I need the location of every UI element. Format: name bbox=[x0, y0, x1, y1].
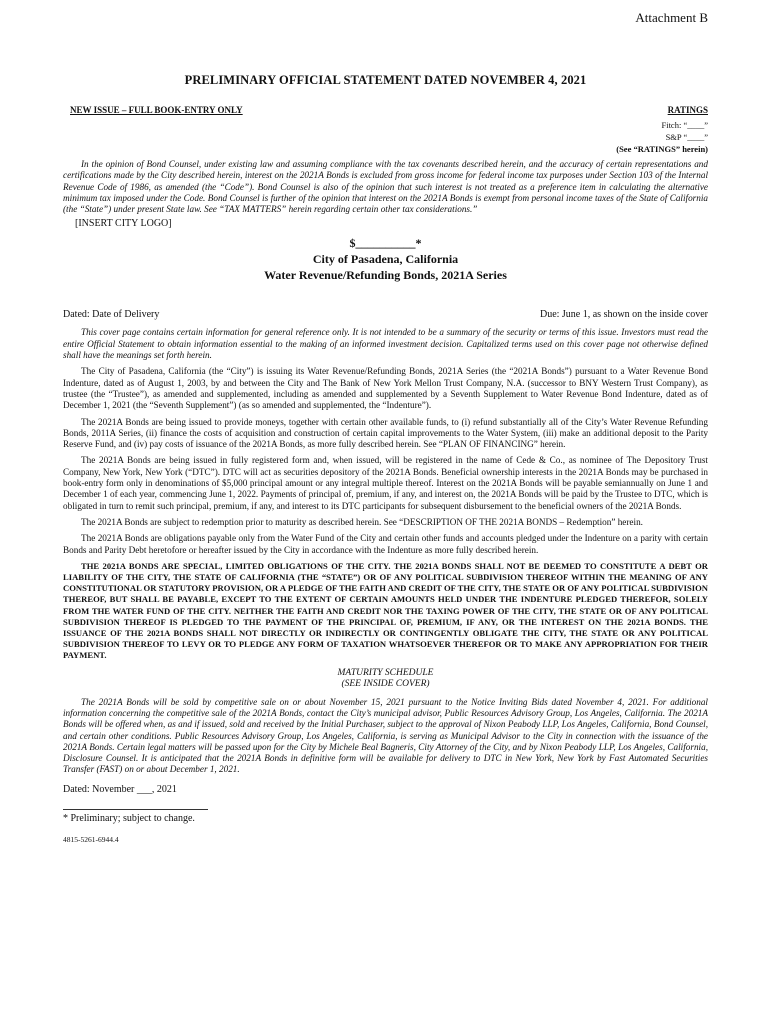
document-number: 4815-5261-6944.4 bbox=[63, 834, 119, 844]
maturity-schedule bbox=[63, 668, 708, 690]
paragraph-issuance: The City of Pasadena, California (the “City”) is issuing its Water Revenue/Refunding Bonds, 2021A Series (the “2021A Bonds”) pursuant to a Water Revenue Bond Indenture, dated as of August 1, 2003, by and between the City and The Bank of New York Mellon Trust Company, N.A. (successor to BNY Western Trust Company), as trustee (the “Trustee”), as amended and supplemented, including as amended and supplemented by a Seventh Supplement to Water Revenue Bond Indenture, dated as of December 1, 2021 (the “Seventh Supplement”) (as so amended and supplemented, the “Indenture”). bbox=[63, 366, 708, 411]
bond-series: Water Revenue/Refunding Bonds, 2021A Series bbox=[264, 268, 507, 283]
city-logo-placeholder: [INSERT CITY LOGO] bbox=[75, 218, 172, 230]
dated-november: Dated: November ___, 2021 bbox=[63, 783, 177, 795]
issue-row bbox=[63, 105, 708, 119]
bond-heading bbox=[63, 235, 708, 283]
sale-paragraph: The 2021A Bonds will be sold by competitive sale on or about November 15, 2021 pursuant to the Notice Inviting Bids dated November 4, 2021. For additional information concerning the competitive sale of the 2021A Bonds, contact the City’s municipal advisor, Public Resources Advisory Group, Los Angeles, California. The 2021A Bonds will be offered when, as and if issued, sold and received by the Initial Purchaser, subject to the approval of Nixon Peabody LLP, Los Angeles, California, Bond Counsel, and certain other conditions. Public Resources Advisory Group, Los Angeles, California, is serving as Municipal Advisor to the City in connection with the issuance of the 2021A Bonds. Certain legal matters will be passed upon for the City by Michele Beal Bagneris, City Attorney of the City, and by Nixon Peabody LLP, Los Angeles, California, Disclosure Counsel. It is anticipated that the 2021A Bonds in definitive form will be available for delivery to DTC in New York, New York by Fast Automated Securities Transfer (FAST) on or about December 1, 2021. bbox=[63, 696, 708, 775]
bond-amount: $__________* bbox=[349, 236, 422, 251]
cover-note: This cover page contains certain information for general reference only. It is not intended to be a summary of the security or terms of this issue. Investors must read the entire Official Statement to obtain information essential to the making of an informed investment decision. Capitalized terms used on this cover page not otherwise defined shall have the meanings set forth herein. bbox=[63, 327, 708, 361]
dated-due-row bbox=[63, 309, 708, 323]
maturity-schedule-note: (SEE INSIDE COVER) bbox=[341, 678, 430, 689]
due-text: Due: June 1, as shown on the inside cover bbox=[539, 309, 708, 321]
footnote-divider bbox=[63, 809, 208, 810]
paragraph-purpose: The 2021A Bonds are being issued to provide moneys, together with certain other available funds, to (i) refund substantially all of the City’s Water Revenue Refunding Bonds, 2011A Series, (ii) finance the costs of acquisition and construction of certain capital improvements to the Water System, (iii) make an additional deposit to the Parity Reserve Fund, and (iv) pay costs of issuance of the 2021A Bonds, as more fully described herein. See “PLAN OF FINANCING” herein. bbox=[63, 416, 708, 450]
bond-counsel-opinion: In the opinion of Bond Counsel, under existing law and assuming compliance with the tax covenants described herein, and the accuracy of certain representations and certifications made by the City described herein, interest on the 2021A Bonds is excluded from gross income for federal income tax purposes under Section 103 of the Internal Revenue Code of 1986, as amended (the “Code”). Bond Counsel is also of the opinion that such interest is not treated as a preference item in calculating the alternative minimum tax imposed under the Code. Bond Counsel is further of the opinion that interest on the 2021A Bonds is exempt from personal income taxes of the State of California (the “State”) under present State law. See “TAX MATTERS” herein regarding certain other tax considerations.” bbox=[63, 159, 708, 215]
dated-text: Dated: Date of Delivery bbox=[63, 309, 160, 321]
paragraph-book-entry: The 2021A Bonds are being issued in fully registered form and, when issued, will be registered in the name of Cede & Co., as nominee of The Depository Trust Company, New York, New York (“DTC”). DTC will act as securities depository of the 2021A Bonds. Beneficial ownership interests in the 2021A Bonds may be purchased in book-entry form only in denominations of $5,000 principal amount or any integral multiple thereof. Interest on the 2021A Bonds will be payable semiannually on June 1 and December 1 of each year, commencing June 1, 2022. Payments of principal of, premium, if any, and interest on, the 2021A Bonds will be paid by the Trustee to DTC, which is obligated in turn to remit such principal, premium, if any, and interest to its DTC participants for subsequent disbursement to the beneficial owners of the 2021A Bonds. bbox=[63, 455, 708, 511]
paragraph-security: The 2021A Bonds are obligations payable only from the Water Fund of the City and certain other funds and accounts pledged under the Indenture on a parity with certain Bonds and Parity Debt heretofore or hereafter issued by the City in accordance with the Indenture as more fully described herein. bbox=[63, 533, 708, 555]
ratings-label: RATINGS bbox=[667, 105, 708, 115]
paragraph-redemption: The 2021A Bonds are subject to redemption prior to maturity as described herein. See “DESCRIPTION OF THE 2021A BONDS – Redemption” herein. bbox=[81, 516, 643, 527]
attachment-label: Attachment B bbox=[635, 10, 708, 25]
footnote: * Preliminary; subject to change. bbox=[63, 812, 195, 824]
document-page bbox=[63, 10, 708, 844]
new-issue-label: NEW ISSUE – FULL BOOK-ENTRY ONLY bbox=[70, 105, 243, 115]
limited-obligation-disclaimer: THE 2021A BONDS ARE SPECIAL, LIMITED OBLIGATIONS OF THE CITY. THE 2021A BONDS SHALL NOT BE DEEMED TO CONSTITUTE A DEBT OR LIABILITY OF THE CITY, THE STATE OF CALIFORNIA (THE “STATE”) OR OF ANY POLITICAL SUBDIVISION THEREOF WITHIN THE MEANING OF ANY CONSTITUTIONAL OR STATUTORY PROVISION, OR A PLEDGE OF THE FAITH AND CREDIT OF THE CITY, THE STATE OR OF ANY POLITICAL SUBDIVISION THEREOF, BUT SHALL BE PAYABLE, EXCEPT TO THE EXTENT OF CERTAIN AMOUNTS HELD UNDER THE INDENTURE PLEDGED THEREFOR, SOLELY FROM THE WATER FUND OF THE CITY. NEITHER THE FAITH AND CREDIT NOR THE TAXING POWER OF THE CITY, THE STATE OR OF ANY POLITICAL SUBDIVISION THEREOF IS PLEDGED TO THE PAYMENT OF THE PRINCIPAL OF, PREMIUM, IF ANY, OR THE INTEREST ON THE 2021A BONDS. THE ISSUANCE OF THE 2021A BONDS SHALL NOT DIRECTLY OR INDIRECTLY OR CONTINGENTLY OBLIGATE THE CITY, THE STATE OR ANY POLITICAL SUBDIVISION THEREOF TO LEVY OR TO PLEDGE ANY FORM OF TAXATION WHATSOEVER THEREFOR OR TO MAKE ANY APPROPRIATION FOR THEIR PAYMENT. bbox=[63, 560, 708, 661]
maturity-schedule-title: MATURITY SCHEDULE bbox=[337, 667, 434, 678]
bond-issuer: City of Pasadena, California bbox=[312, 252, 459, 267]
ratings-sp: S&P “____” bbox=[665, 132, 708, 142]
ratings-see: (See “RATINGS” herein) bbox=[616, 144, 708, 154]
document-title: PRELIMINARY OFFICIAL STATEMENT DATED NOVEMBER 4, 2021 bbox=[184, 73, 587, 87]
ratings-block bbox=[63, 119, 708, 155]
ratings-fitch: Fitch: “____” bbox=[661, 120, 708, 130]
